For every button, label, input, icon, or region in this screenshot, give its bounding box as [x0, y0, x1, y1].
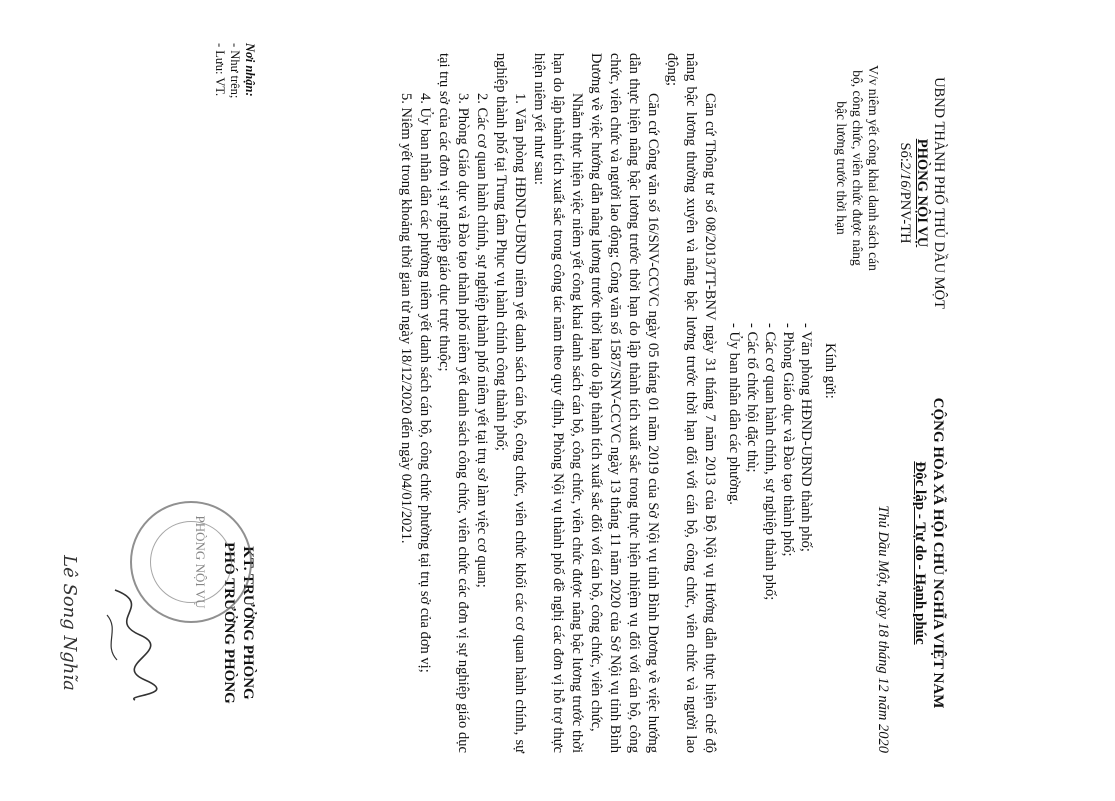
paragraph: 1. Văn phòng HĐND-UBND niêm yết danh sách cán bộ, công chức, viên chức khối các cơ quan hành chính, sự nghiệp thành phố tại Trung tâm Phục vụ hành chính công thành phố;: [493, 53, 528, 753]
footer-title: Nơi nhận:: [243, 43, 257, 97]
recipient-item: - Văn phòng HĐND-UBND thành phố;: [798, 323, 814, 552]
national-motto: [911, 343, 947, 763]
recipient-item: - Ủy ban nhân dân các phường.: [726, 323, 742, 505]
paragraph: 5. Niêm yết trong khoảng thời gian từ ngày 18/12/2020 đến ngày 04/01/2021.: [398, 93, 414, 544]
agency-line2: PHÒNG NỘI VỤ: [914, 138, 930, 248]
issuing-agency: [896, 43, 947, 343]
rotated-document: [27, 23, 957, 783]
paragraph: 4. Ủy ban nhân dân các phường niêm yết danh sách cán bộ, công chức phường tại trụ sở của đơn vị;: [417, 93, 433, 673]
signature-title2: PHÓ TRƯỞNG PHÒNG: [221, 542, 237, 704]
signature-title1: KT. TRƯỞNG PHÒNG: [240, 546, 256, 700]
recipients-block: [725, 323, 839, 763]
paragraph: 3. Phòng Giáo dục và Đào tạo thành phố niêm yết danh sách công chức, viên chức các đơn vị sự nghiệp giáo dục tại trụ sở của các đơn vị sự nghiệp giáo dục trực thuộc;: [436, 53, 471, 753]
seal-text: PHÒNG NỘI VỤ: [193, 515, 208, 609]
footer-item: - Lưu: VT.: [213, 43, 227, 97]
signer-name: Lê Song Nghĩa: [59, 555, 80, 691]
nation-line2: Độc lập - Tự do - Hạnh phúc: [912, 461, 928, 645]
agency-line1: UBND THÀNH PHỐ THỦ DẦU MỘT: [931, 77, 947, 309]
official-seal: [130, 501, 252, 623]
paragraph: Nhằm thực hiện việc niêm yết công khai danh sách cán bộ, công chức, viên chức được nâng bậc lương trước thời hạn do lập thành tích xuất sắc trong công tác năm theo quy định, Phòng Nội vụ thành phố đề nghị các đơn vị hỗ trợ thực hiện niêm yết như sau:: [531, 53, 585, 753]
paragraph: 2. Các cơ quan hành chính, sự nghiệp thành phố niêm yết tại trụ sở làm việc cơ quan;: [474, 93, 490, 588]
recipients-title: Kính gửi:: [822, 343, 838, 399]
document-date: Thủ Dầu Một, ngày 18 tháng 12 năm 2020: [875, 505, 891, 753]
paragraph: Căn cứ Công văn số 16/SNV-CCVC ngày 05 tháng 01 năm 2019 của Sở Nội vụ tỉnh Bình Dương về việc hướng dẫn thực hiện nâng bậc lương trước thời hạn do lập thành tích xuất sắc trong thực hiện nhiệm vụ đối với cán bộ, công chức, viên chức và người lao động; Công văn số 1587/SNV-CCVC ngày 13 tháng 11 năm 2020 của Sở Nội vụ tỉnh Bình Dương về việc hướng dẫn nâng lương trước thời hạn do lập thành tích xuất sắc đối với cán bộ, công chức, viên chức,: [588, 53, 661, 753]
document-number: Số:2/16/PNV-TH: [897, 142, 913, 244]
nation-line1: CỘNG HÒA XÃ HỘI CHỦ NGHĨA VIỆT NAM: [930, 397, 946, 709]
recipient-item: - Phòng Giáo dục và Đào tạo thành phố;: [780, 323, 796, 557]
document-body: [396, 53, 719, 753]
footer-item: - Như trên;: [228, 43, 242, 99]
recipient-item: - Các tổ chức hội đặc thù;: [744, 323, 760, 473]
paragraph: Căn cứ Thông tư số 08/2013/TT-BNV ngày 31 tháng 7 năm 2013 của Bộ Nội vụ Hướng dẫn thực hiện chế độ nâng bậc lương thường xuyên và nâng bậc lương trước thời hạn đối với cán bộ, công chức, viên chức và người lao động;: [664, 53, 718, 753]
recipients-footer: [212, 43, 257, 293]
handwritten-number: 2/16: [897, 161, 913, 188]
recipient-item: - Các cơ quan hành chính, sự nghiệp thành phố;: [762, 323, 778, 601]
subject-line: V/v niêm yết công khai danh sách cán bộ, công chức, viên chức được nâng bậc lương trước thời hạn: [834, 65, 881, 271]
